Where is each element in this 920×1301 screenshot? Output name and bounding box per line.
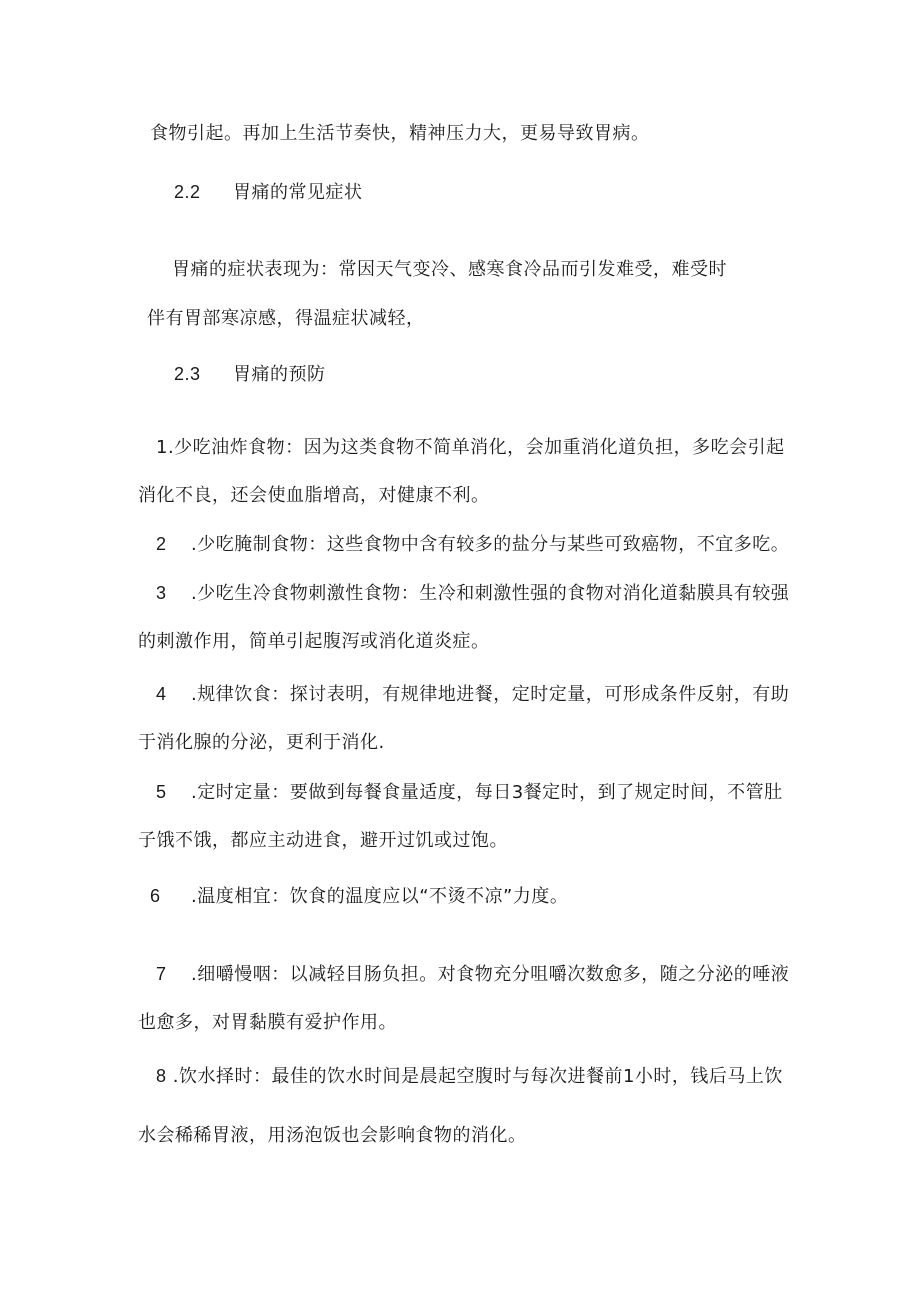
list-item-5-line1 xyxy=(156,780,783,805)
item-number: 4 xyxy=(156,684,167,704)
list-item-3-line2: 的刺激作用，简单引起腹泻或消化道炎症。 xyxy=(138,631,490,652)
section-2-3-heading xyxy=(174,362,326,387)
section-title: 胃痛的常见症状 xyxy=(233,182,363,203)
symptom-paragraph-line2: 伴有胃部寒凉感，得温症状减轻， xyxy=(147,308,425,329)
item-number: 6 xyxy=(150,886,161,906)
list-item-1-line2: 消化不良，还会使血脂增高，对健康不利。 xyxy=(138,485,490,506)
list-item-7-line2: 也愈多，对胃黏膜有爱护作用。 xyxy=(138,1012,397,1033)
section-number: 2.2 xyxy=(174,182,201,202)
item-text: .少吃生冷食物刺激性食物：生冷和刺激性强的食物对消化道黏膜具有较强 xyxy=(190,583,790,604)
list-item-4-line2: 于消化腺的分泌，更利于消化. xyxy=(138,732,385,753)
list-item-5-line2: 子饿不饿，都应主动进食，避开过饥或过饱。 xyxy=(138,830,508,851)
section-title: 胃痛的预防 xyxy=(233,364,326,385)
intro-continuation: 食物引起。再加上生活节奏快，精神压力大，更易导致胃病。 xyxy=(150,123,650,144)
item-text: .规律饮食：探讨表明，有规律地进餐，定时定量，可形成条件反射，有助 xyxy=(190,684,790,705)
item-number: 8 xyxy=(156,1066,167,1086)
list-item-8-line2: 水会稀稀胃液，用汤泡饭也会影响食物的消化。 xyxy=(138,1125,527,1146)
item-text: .细嚼慢咽：以减轻目肠负担。对食物充分咀嚼次数愈多，随之分泌的唾液 xyxy=(190,964,790,985)
list-item-7-line1 xyxy=(156,962,789,987)
list-item-2 xyxy=(156,532,789,557)
section-number: 2.3 xyxy=(174,364,201,384)
item-number: 7 xyxy=(156,964,167,984)
list-item-1-line1: 1.少吃油炸食物：因为这类食物不简单消化，会加重消化道负担，多吃会引起 xyxy=(156,437,785,458)
item-number: 3 xyxy=(156,583,167,603)
item-text: .定时定量：要做到每餐食量适度，每日3餐定时，到了规定时间，不管肚 xyxy=(190,782,783,803)
symptom-paragraph-line1: 胃痛的症状表现为：常因天气变冷、感寒食冷品而引发难受，难受时 xyxy=(172,259,727,280)
section-2-2-heading xyxy=(174,180,363,205)
list-item-4-line1 xyxy=(156,682,789,707)
list-item-8-line1 xyxy=(156,1064,783,1089)
list-item-3-line1 xyxy=(156,581,789,606)
list-item-6 xyxy=(150,884,568,909)
item-text: .温度相宜：饮食的温度应以“不烫不凉”力度。 xyxy=(190,886,569,907)
item-number: 5 xyxy=(156,782,167,802)
item-number: 2 xyxy=(156,534,167,554)
item-text: .饮水择时：最佳的饮水时间是晨起空腹时与每次进餐前1小时，钱后马上饮 xyxy=(172,1066,783,1087)
item-text: .少吃腌制食物：这些食物中含有较多的盐分与某些可致癌物，不宜多吃。 xyxy=(190,534,790,555)
